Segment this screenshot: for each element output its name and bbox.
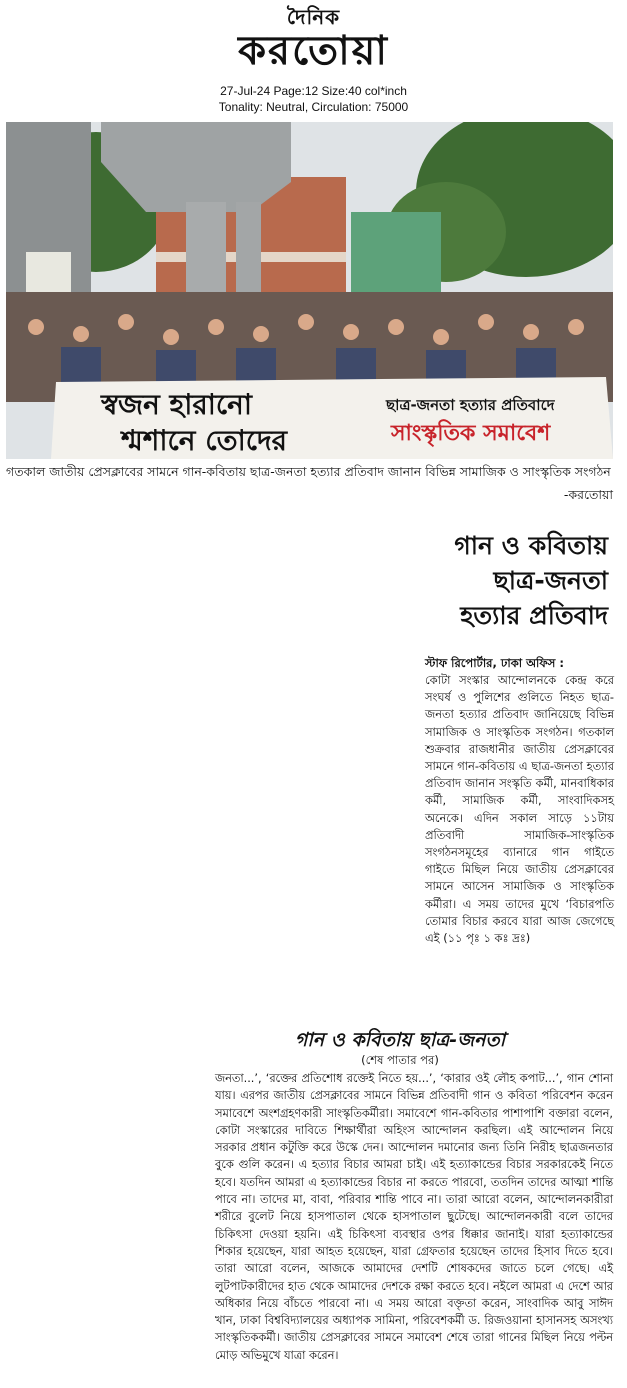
- article-headline: [400, 528, 608, 633]
- headline-line-1: গান ও কবিতায়: [454, 531, 608, 560]
- jump-headline: গান ও কবিতায় ছাত্র-জনতা: [294, 1029, 506, 1051]
- clip-meta-date-page: 27-Jul-24 Page:12 Size:40 col*inch: [220, 84, 407, 98]
- article-body-text: কোটা সংস্কার আন্দোলনকে কেন্দ্র করে সংঘর্ষ ও পুলিশের গুলিতে নিহত ছাত্র-জনতা হত্যার প্রতিবাদ জানিয়েছে বিভিন্ন সামাজিক ও সাংস্কৃতিক সংগঠন। গতকাল শুক্রবার রাজধানীর জাতীয় প্রেসক্লাবের সামনে গান-কবিতায় এ ছাত্র-জনতা হত্যার প্রতিবাদ জানান সংস্কৃতি কর্মী, মানবাধিকার কর্মী, সামাজিক কর্মী, সাংবাদিকসহ অনেকে। এদিন সকাল সাড়ে ১১টায় প্রতিবাদী সামাজিক-সাংস্কৃতিক সংগঠনসমূহের ব্যানারে গান গাইতে গাইতে মিছিল নিয়ে জাতীয় প্রেসক্লাবের সামনে আসেন সামাজিক ও সাংস্কৃতিক কর্মীরা। এ সময় তাদের মুখে ‘বিচারপতি তোমার বিচার করবে যারা আজ জেগেছে এই: [425, 673, 614, 946]
- news-photo: [6, 122, 613, 459]
- continuation-note: (১১ পৃঃ ১ কঃ দ্রঃ): [443, 931, 531, 946]
- headline-line-3: হত্যার প্রতিবাদ: [460, 601, 608, 630]
- jump-body: জনতা...’, ‘রক্তের প্রতিশোধ রক্তেই নিতে হয়...’, ‘কারার ওই লৌহ কপাট...’, গান শোনা যায়। এরপর জাতীয় প্রেসক্লাবের সামনে বিভিন্ন প্রতিবাদী গান ও কবিতা পরিবেশন করেন সমাবেশে অংশগ্রহণকারী সাংস্কৃতিকর্মীরা। সমাবেশে গান-কবিতার পাশাপাশি বক্তারা বলেন, কোটা সংস্কারের দাবিতে শিক্ষার্থীরা অহিংস আন্দোলন করছিল। এই আন্দোলন নিয়ে সরকার প্রধান কটুক্তি করে উস্কে দেন। আন্দোলন দমানোর জন্য তিনি নিরীহ ছাত্রজনতার বুকে গুলি করেন। এ হত্যার বিচার আমরা চাই। এই হত্যাকান্ডের বিচার সরকারকেই নিতে হবে। যতদিন আমরা এ হত্যাকান্ডের বিচার না করতে পারবো, ততদিন তাদের আত্মা শান্তি পাবে না। তাদের মা, বাবা, পরিবার শান্তি পাবে না। তারা আরো বলেন, আন্দোলনকারীরা শরীরে বুলেট নিয়ে হাসপাতাল থেকে হাসপাতাল ছুটেছে। আন্দোলনকারী বলে তাদের চিকিৎসা দেওয়া হয়নি। এই চিকিৎসা ব্যবস্থার ওপর ধিক্কার জানাই। যারা হত্যাকান্ডের শিকার হয়েছেন, যারা আহত হয়েছেন, যারা গ্রেফতার হয়েছেন তাদের হিসাব দিতে হবে। তারা আরো বলেন, আজকে আমাদের দেশটি শোষকদের জাতে চলে গেছে। এই লুটপাটকারীদের হাত থেকে আমাদের দেশকে রক্ষা করতে হবে। নইলে আমরা এ দেশে আর অধিকার নিয়ে বাঁচতে পারবো না। এ সময় আরো বক্তৃতা করেন, সাংবাদিক আবু সাঈদ খান, ঢাকা বিশ্ববিদ্যালয়ের অধ্যাপক সামিনা, পরিবেশকর্মী ড. রিজওয়ানা হাসানসহ অসংখ্য সাংস্কৃতিককর্মী। জাতীয় প্রেসক্লাবের সামনে সমাবেশ শেষে তারা গানের মিছিল নিয়ে পল্টন মোড় অভিমুখে যাত্রা করেন।: [215, 1072, 613, 1362]
- newspaper-masthead: [0, 6, 627, 74]
- article-byline: স্টাফ রিপোর্টার, ঢাকা অফিস :: [425, 656, 564, 670]
- banner-right-line2: সাংস্কৃতিক সমাবেশ: [391, 421, 551, 446]
- photo-credit: -করতোয়া: [563, 487, 613, 502]
- article-body: [425, 672, 614, 947]
- masthead-daily-word: দৈনিক: [286, 5, 341, 29]
- banner-left-line1: স্বজন হারানো: [101, 388, 252, 421]
- jump-subhead: (শেষ পাতার পর): [361, 1053, 439, 1067]
- masthead-name: করতোয়া: [238, 28, 389, 74]
- clip-meta-tonality: Tonality: Neutral, Circulation: 75000: [218, 100, 409, 114]
- headline-line-2: ছাত্র-জনতা: [493, 566, 608, 595]
- banner-right-line1: ছাত্র-জনতা হত্যার প্রতিবাদে: [386, 396, 555, 414]
- banner-left-line2: শ্মশানে তোদের: [121, 424, 288, 457]
- photo-caption: গতকাল জাতীয় প্রেসক্লাবের সামনে গান-কবিতায় ছাত্র-জনতা হত্যার প্রতিবাদ জানান বিভিন্ন সামাজিক ও সাংস্কৃতিক সংগঠন: [6, 464, 611, 479]
